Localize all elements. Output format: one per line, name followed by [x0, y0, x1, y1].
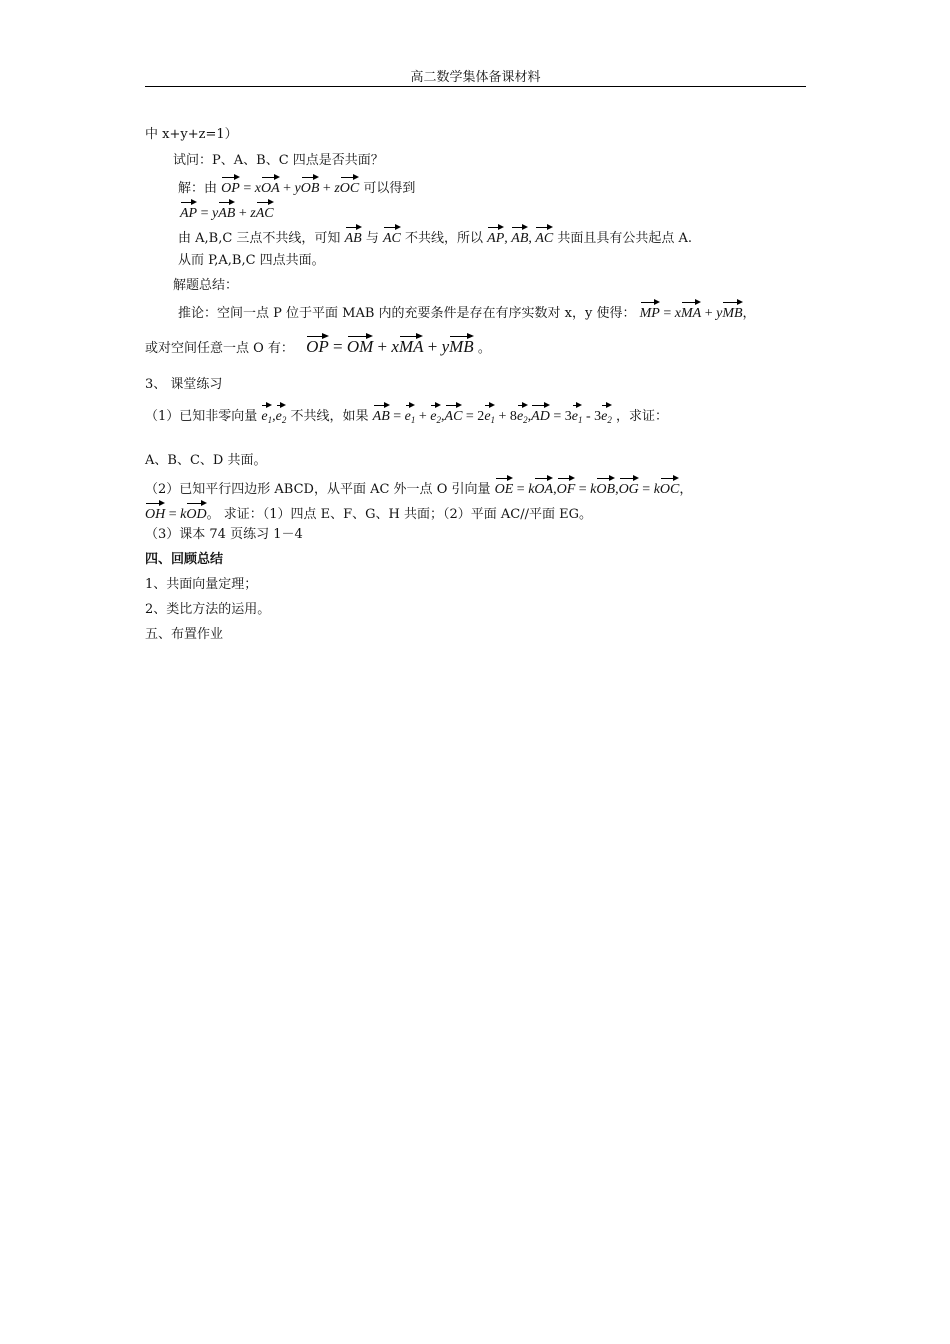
solution-line — [178, 174, 415, 198]
text: 或对空间任意一点 O 有： — [145, 341, 294, 356]
list-item: 2、类比方法的运用。 — [145, 602, 271, 617]
formula: AP = yAB + zAC — [180, 206, 274, 221]
formula: OP = OM + xMA + yMB — [306, 337, 474, 356]
text: 。 — [477, 341, 491, 356]
text: 推论：空间一点 P 位于平面 MAB 内的充要条件是存在有序实数对 x，y 使得： — [178, 306, 636, 321]
text: 不共线，所以 — [405, 231, 484, 246]
text-line — [145, 332, 491, 358]
text-line: 推论：空间一点 P 位于平面 MAB 内的充要条件是存在有序实数对 x，y 使得： MP = xMA + yMB， — [178, 299, 756, 323]
exercise-line — [145, 402, 668, 429]
exercise-line: OH = kOD。 求证：（1）四点 E、F、G、H 共面；（2）平面 AC//平面 EG。 — [145, 500, 592, 524]
text-line: A、B、C、D 共面。 — [145, 453, 267, 468]
list-item: 1、共面向量定理； — [145, 577, 258, 592]
section-heading: 五、布置作业 — [145, 627, 224, 642]
text: 与 — [365, 231, 379, 246]
text: 共面且具有公共起点 A. — [557, 231, 693, 246]
page-header: 高二数学集体备课材料 — [410, 70, 541, 85]
formula: MP = xMA + yMB — [640, 306, 743, 321]
header-rule — [145, 86, 806, 87]
text: （1）已知非零向量 — [145, 409, 258, 424]
text-line: 解题总结： — [173, 278, 239, 293]
section-heading: 3、 课堂练习 — [145, 377, 223, 392]
formula-line — [180, 199, 274, 223]
text-line: 中 x+y+z=1） — [145, 127, 238, 142]
text: 由 A,B,C 三点不共线，可知 — [178, 231, 341, 246]
text: ，求证： — [615, 409, 668, 424]
text: 求证：（1）四点 E、F、G、H 共面；（2）平面 AC//平面 EG。 — [223, 507, 593, 522]
section-heading: 四、回顾总结 — [145, 552, 224, 567]
formula: AB = $e_1 + e_2,AC = 2e_1 + 8e_2,AD = 3e_1 - 3e_2$ — [373, 409, 612, 424]
formula: $e_1,e_2$ — [261, 409, 286, 424]
text: 解：由 — [178, 181, 218, 196]
exercise-line: （2）已知平行四边形 ABCD，从平面 AC 外一点 O 引向量 OE = kOA,OF = kOB,OG = kOC， — [145, 475, 692, 499]
text-line: 试问：P、A、B、C 四点是否共面？ — [173, 153, 384, 168]
text: （2）已知平行四边形 ABCD，从平面 AC 外一点 O 引向量 — [145, 482, 491, 497]
text-line: （3）课本 74 页练习 1－4 — [145, 527, 303, 542]
formula: OE = kOA,OF = kOB,OG = kOC — [495, 482, 680, 497]
formula: OP = xOA + yOB + zOC — [221, 181, 359, 196]
text: 可以得到 — [363, 181, 416, 196]
formula: AC — [383, 231, 401, 246]
text-line — [178, 224, 692, 248]
text-line: 从而 P,A,B,C 四点共面。 — [178, 253, 325, 268]
formula: AP, AB, AC — [487, 231, 553, 246]
formula: OH = kOD — [145, 507, 207, 522]
formula: AB — [345, 231, 362, 246]
text: 不共线，如果 — [290, 409, 369, 424]
